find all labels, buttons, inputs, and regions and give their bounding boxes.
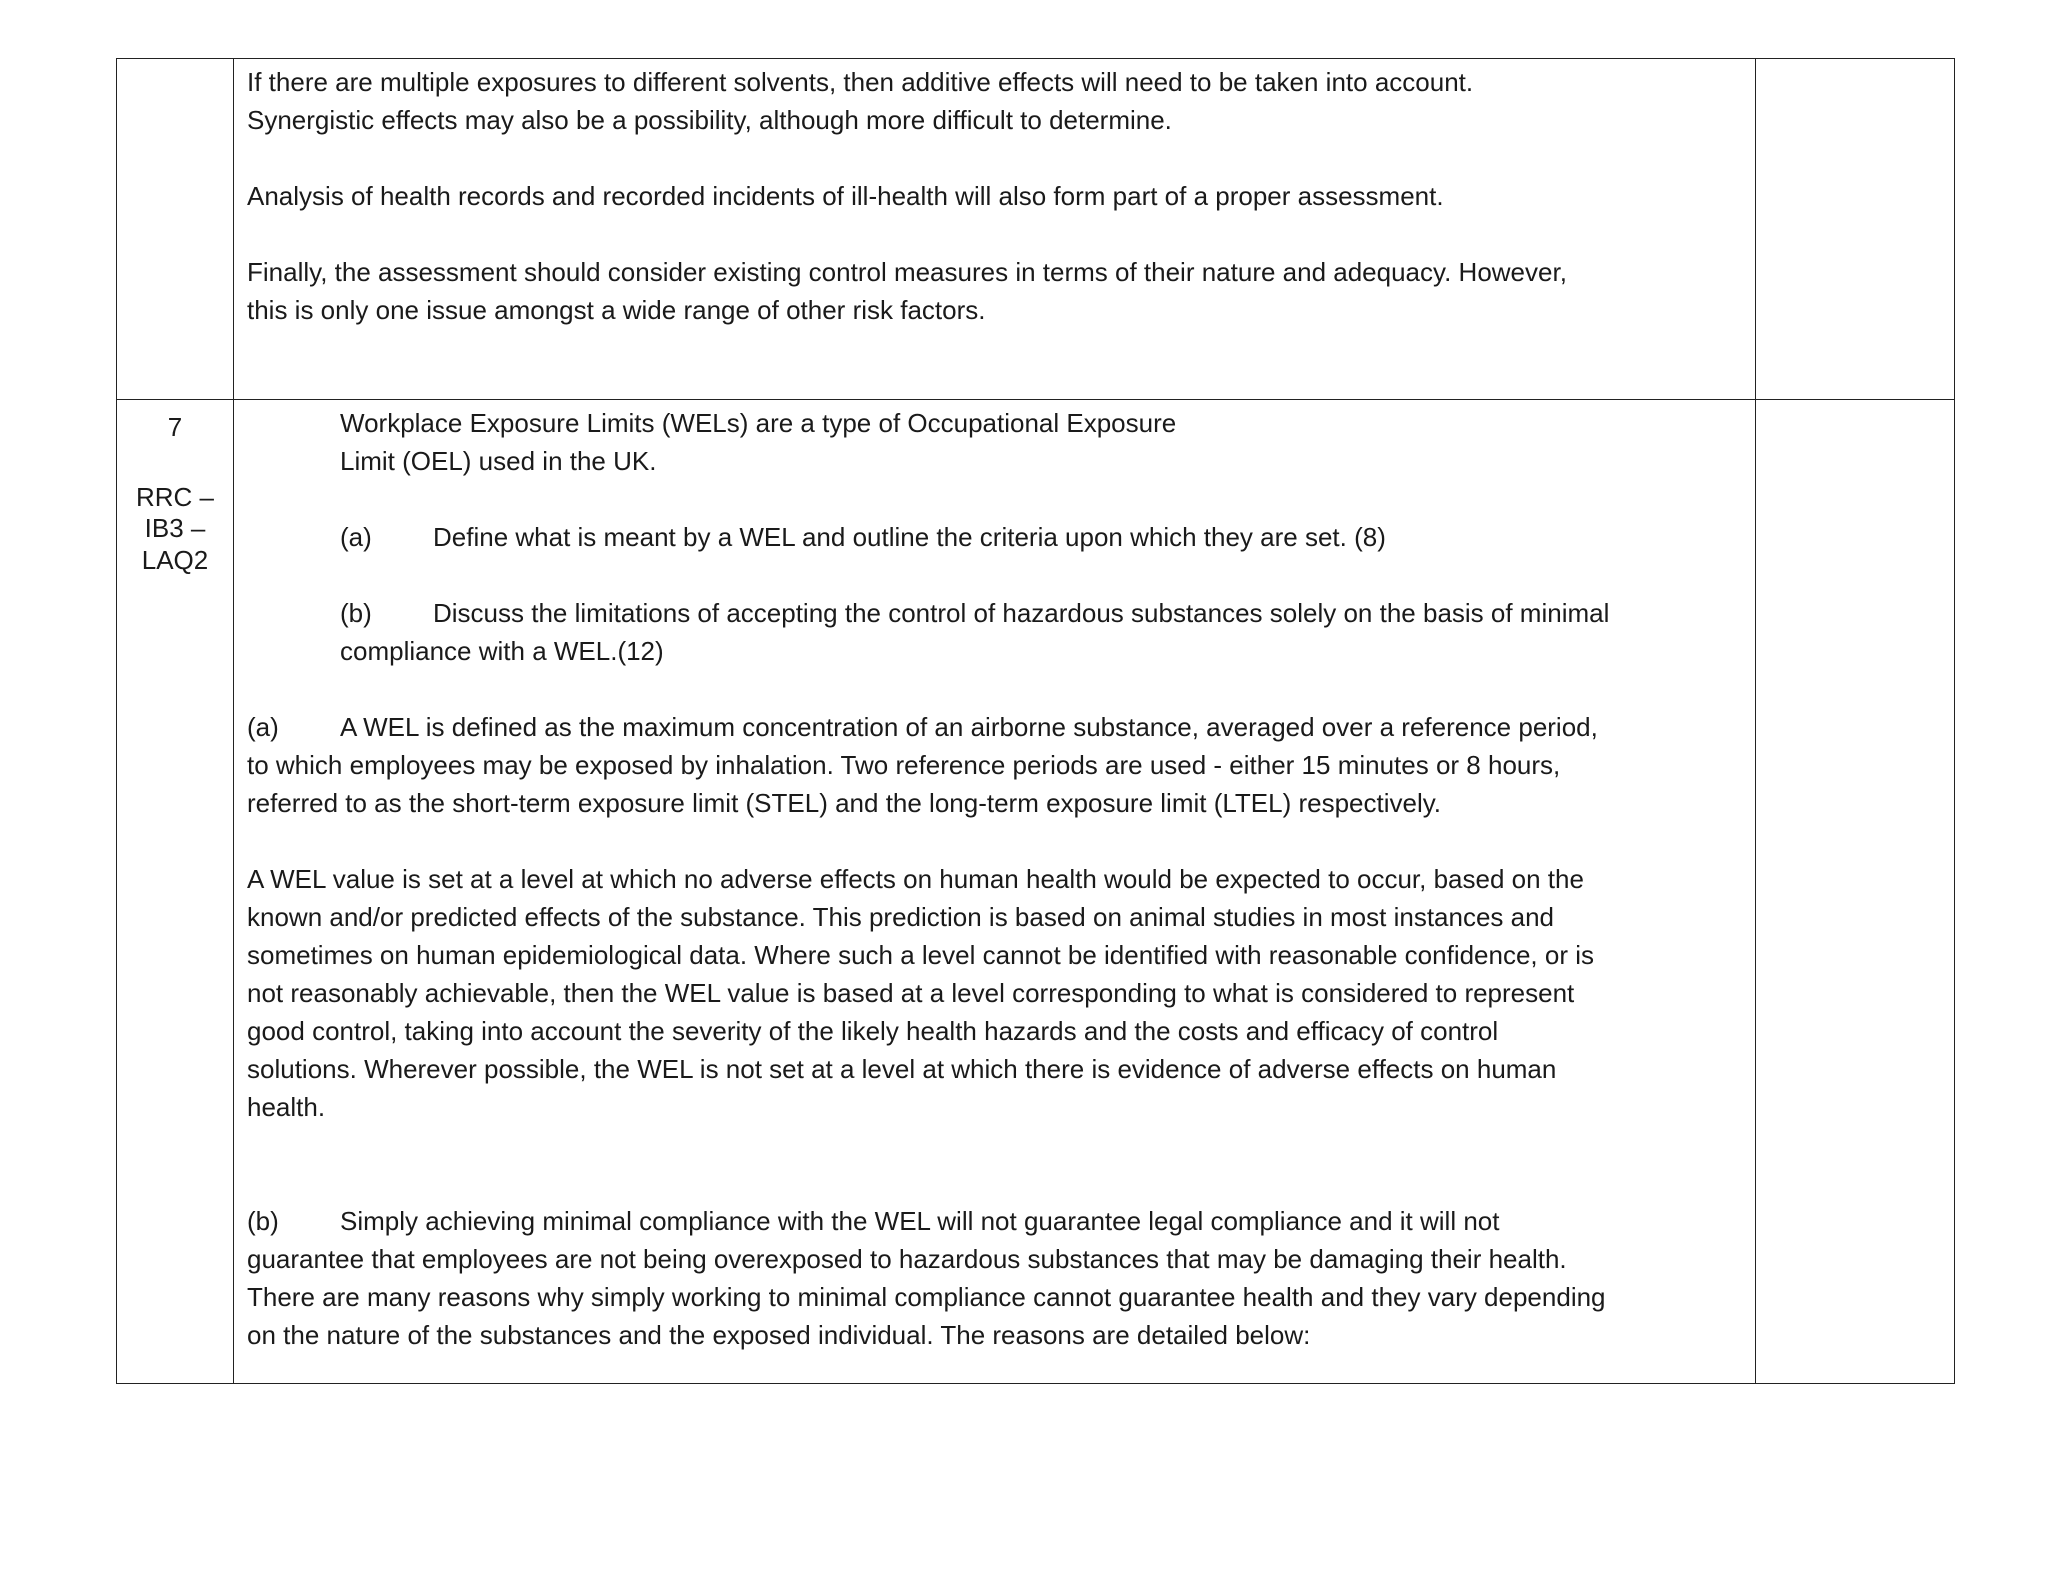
question-text — [247, 404, 1743, 670]
answer-cell — [234, 59, 1756, 400]
text-line: If there are multiple exposures to different solvents, then additive effects will need to be taken into account. — [247, 67, 1474, 97]
question-reference: RRC – — [135, 481, 214, 512]
text-line: Workplace Exposure Limits (WELs) are a type of Occupational Exposure — [340, 408, 1177, 438]
text-line: There are many reasons why simply working to minimal compliance cannot guarantee health and they vary depending — [247, 1282, 1606, 1312]
text-line — [247, 1202, 1743, 1240]
marks-cell — [1756, 400, 1955, 1384]
part-text: Define what is meant by a WEL and outline the criteria upon which they are set. (8) — [433, 522, 1386, 552]
part-label: (a) — [247, 712, 279, 742]
text-line: Synergistic effects may also be a possibility, although more difficult to determine. — [247, 105, 1172, 135]
text-line: good control, taking into account the severity of the likely health hazards and the costs and efficacy of control — [247, 1016, 1499, 1046]
text-line: A WEL value is set at a level at which no adverse effects on human health would be expected to occur, based on the — [247, 864, 1584, 894]
text-line: Finally, the assessment should consider existing control measures in terms of their nature and adequacy. However, — [247, 257, 1567, 287]
question-number: 7 — [167, 412, 183, 442]
part-text: Discuss the limitations of accepting the control of hazardous substances solely on the basis of minimal — [433, 598, 1610, 628]
text-line: not reasonably achievable, then the WEL value is based at a level corresponding to what is considered to represent — [247, 978, 1575, 1008]
text-line: on the nature of the substances and the exposed individual. The reasons are detailed below: — [247, 1320, 1311, 1350]
part-label: (a) — [340, 522, 372, 552]
text-line: sometimes on human epidemiological data. Where such a level cannot be identified with reasonable confidence, or is — [247, 940, 1594, 970]
text-line: solutions. Wherever possible, the WEL is not set at a level at which there is evidence of adverse effects on human — [247, 1054, 1557, 1084]
question-part-a — [340, 518, 1743, 556]
text-line: health. — [247, 1092, 326, 1122]
table-row — [117, 59, 1955, 400]
text-line — [247, 708, 1743, 746]
text-line: compliance with a WEL.(12) — [340, 636, 664, 666]
text-line: this is only one issue amongst a wide range of other risk factors. — [247, 295, 986, 325]
question-reference: IB3 – — [144, 513, 206, 543]
answer-part-b — [247, 1202, 1743, 1354]
marks-cell — [1756, 59, 1955, 400]
text-line: to which employees may be exposed by inhalation. Two reference periods are used - either 15 minutes or 8 hours, — [247, 750, 1561, 780]
question-reference: LAQ2 — [141, 544, 209, 575]
text-line: guarantee that employees are not being overexposed to hazardous substances that may be damaging their health. — [247, 1244, 1567, 1274]
number-cell — [117, 400, 234, 1384]
table-row — [117, 400, 1955, 1384]
part-text: A WEL is defined as the maximum concentration of an airborne substance, averaged over a reference period, — [340, 712, 1598, 742]
part-text: Simply achieving minimal compliance with the WEL will not guarantee legal compliance and it will not — [340, 1206, 1500, 1236]
question-part-b — [340, 594, 1743, 632]
text-line: Limit (OEL) used in the UK. — [340, 446, 657, 476]
answer-cell — [234, 400, 1756, 1384]
text-line: Analysis of health records and recorded incidents of ill-health will also form part of a proper assessment. — [247, 181, 1444, 211]
text-line: referred to as the short-term exposure limit (STEL) and the long-term exposure limit (LTEL) respectively. — [247, 788, 1442, 818]
answer-part-a — [247, 708, 1743, 1126]
part-label: (b) — [340, 598, 372, 628]
question-answer-table — [116, 58, 1955, 1384]
text-line: known and/or predicted effects of the substance. This prediction is based on animal studies in most instances and — [247, 902, 1555, 932]
number-cell — [117, 59, 234, 400]
part-label: (b) — [247, 1206, 279, 1236]
